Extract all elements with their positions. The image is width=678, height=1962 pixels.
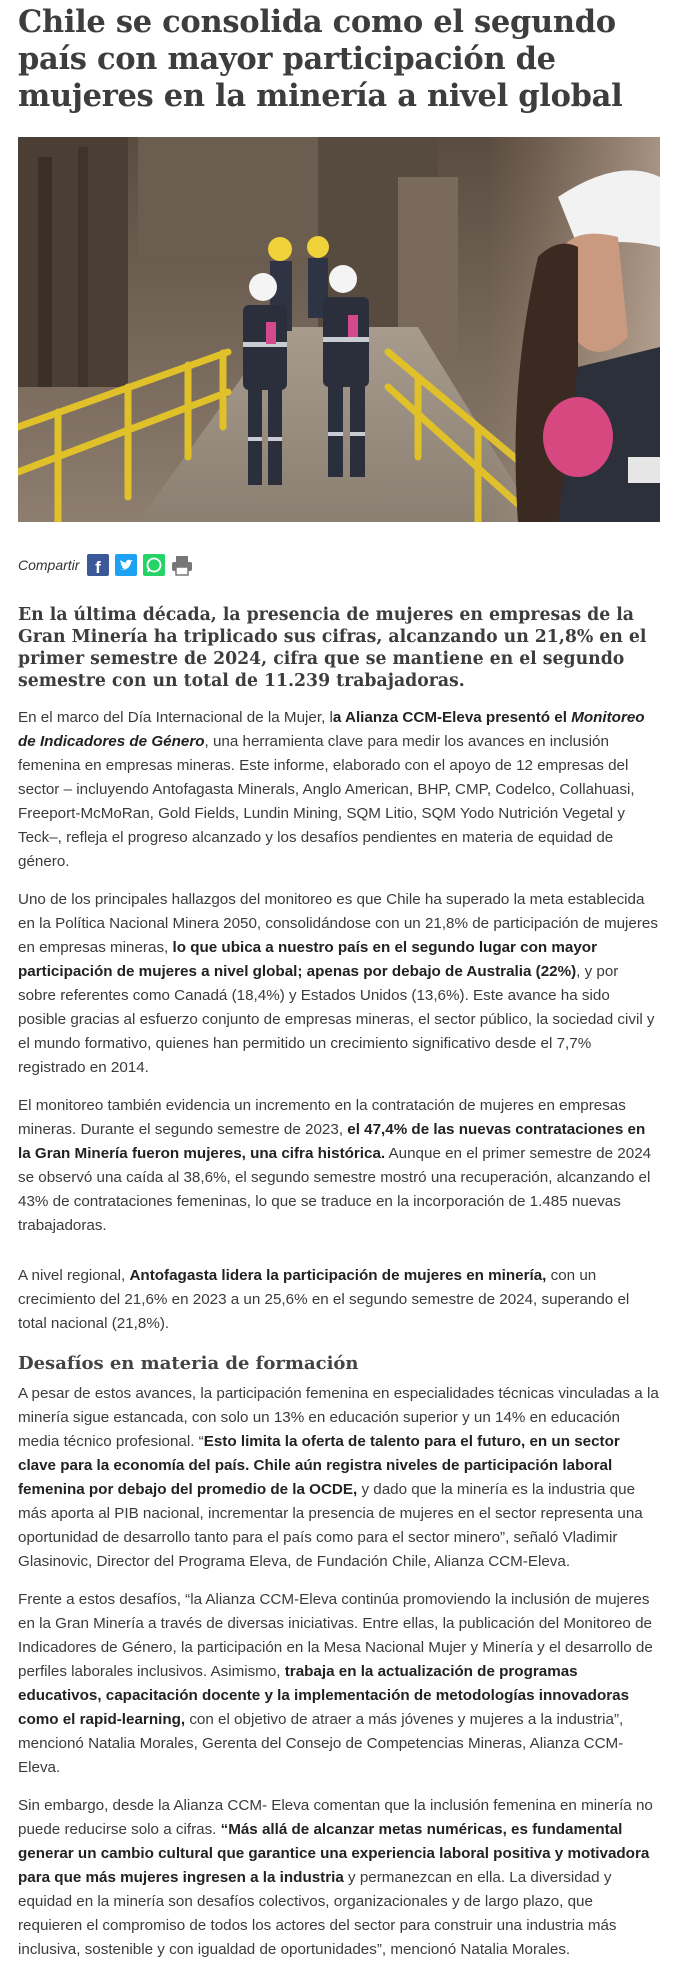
- paragraph-3: El monitoreo también evidencia un incremento en la contratación de mujeres en empresas mineras. Durante el segundo semestre de 2023, el 47,4% de las nuevas contrataciones en la Gran Minería fueron mujeres, una cifra histórica. Aunque en el primer semestre de 2024 se observó una caída al 38,6%, el segundo semestre mostró una recuperación, alcanzando el 43% de contrataciones femeninas, lo que se traduce en la incorporación de 1.485 nuevas trabajadoras.: [18, 1097, 652, 1234]
- whatsapp-icon[interactable]: [143, 554, 165, 576]
- share-label: Compartir: [18, 557, 80, 573]
- hero-image: [18, 137, 660, 522]
- section-heading: Desafíos en materia de formación: [18, 1353, 359, 1374]
- paragraph-5: A pesar de estos avances, la participación femenina en especialidades técnicas vinculadas a la minería sigue estancada, con solo un 13% en educación superior y un 14% en educación media técnico profesional. “Esto limita la oferta de talento para el futuro, en un sector clave para la economía del país. Chile aún registra niveles de participación laboral femenina por debajo del promedio de la OCDE, y dado que la minería es la industria que más aporta al PIB nacional, incrementar la presencia de mujeres en el sector representa una oportunidad de desarrollo tanto para el país como para el sector minero”, señaló Vladimir Glasinovic, Director del Programa Eleva, de Fundación Chile, Alianza CCM-Eleva.: [18, 1385, 659, 1570]
- paragraph-6: Frente a estos desafíos, “la Alianza CCM-Eleva continúa promoviendo la inclusión de mujeres en la Gran Minería a través de diversas iniciativas. Entre ellas, la publicación del Monitoreo de Indicadores de Género, la participación en la Mesa Nacional Mujer y Minería y el desarrollo de perfiles laborales inclusivos. Asimismo, trabaja en la actualización de programas educativos, capacitación docente y la implementación de metodologías innovadoras como el rapid-learning, con el objetivo de atraer a más jóvenes y mujeres a la industria”, mencionó Natalia Morales, Gerenta del Consejo de Competencias Mineras, Alianza CCM-Eleva.: [18, 1591, 653, 1776]
- twitter-icon[interactable]: [115, 554, 137, 576]
- paragraph-1: En el marco del Día Internacional de la Mujer, la Alianza CCM-Eleva presentó el Monitoreo de Indicadores de Género, una herramienta clave para medir los avances en inclusión femenina en empresas mineras. Este informe, elaborado con el apoyo de 12 empresas del sector – incluyendo Antofagasta Minerals, Anglo American, BHP, CMP, Codelco, Collahuasi, Freeport-McMoRan, Gold Fields, Lundin Mining, SQM Litio, SQM Yodo Nutrición Vegetal y Teck–, refleja el progreso alcanzado y los desafíos pendientes en materia de equidad de género.: [18, 709, 645, 870]
- svg-text:f: f: [95, 558, 102, 576]
- article-title: Chile se consolida como el segundo país con mayor participación de mujeres en la minería a nivel global: [18, 4, 623, 114]
- share-bar: [18, 552, 660, 578]
- paragraph-2: Uno de los principales hallazgos del monitoreo es que Chile ha superado la meta establecida en la Política Nacional Minera 2050, consolidándose con un 21,8% de participación de mujeres en empresas mineras, lo que ubica a nuestro país en el segundo lugar con mayor participación de mujeres a nivel global; apenas por debajo de Australia (22%), y por sobre referentes como Canadá (18,4%) y Estados Unidos (13,6%). Este avance ha sido posible gracias al esfuerzo conjunto de empresas mineras, el sector público, la sociedad civil y el mundo formativo, quienes han permitido un crecimiento significativo desde el 7,7% registrado en 2014.: [18, 891, 658, 1076]
- article: [0, 4, 678, 1962]
- article-lead: En la última década, la presencia de mujeres en empresas de la Gran Minería ha triplicado sus cifras, alcanzando un 21,8% en el primer semestre de 2024, cifra que se mantiene en el segundo semestre con un total de 11.239 trabajadoras.: [18, 605, 647, 691]
- print-icon[interactable]: [171, 554, 193, 576]
- paragraph-7: Sin embargo, desde la Alianza CCM- Eleva comentan que la inclusión femenina en minería no puede reducirse solo a cifras. “Más allá de alcanzar metas numéricas, es fundamental generar un cambio cultural que garantice una experiencia laboral positiva y motivadora para que más mujeres ingresen a la industria y permanezcan en ella. La diversidad y equidad en la minería son desafíos colectivos, organizacionales y de largo plazo, que requieren el compromiso de todos los actores del sector para construir una industria más inclusiva, sostenible y con igualdad de oportunidades”, mencionó Natalia Morales.: [18, 1797, 653, 1958]
- facebook-icon[interactable]: [87, 554, 109, 576]
- paragraph-4: A nivel regional, Antofagasta lidera la participación de mujeres en minería, con un crecimiento del 21,6% en 2023 a un 25,6% en el segundo semestre de 2024, superando el total nacional (21,8%).: [18, 1267, 630, 1332]
